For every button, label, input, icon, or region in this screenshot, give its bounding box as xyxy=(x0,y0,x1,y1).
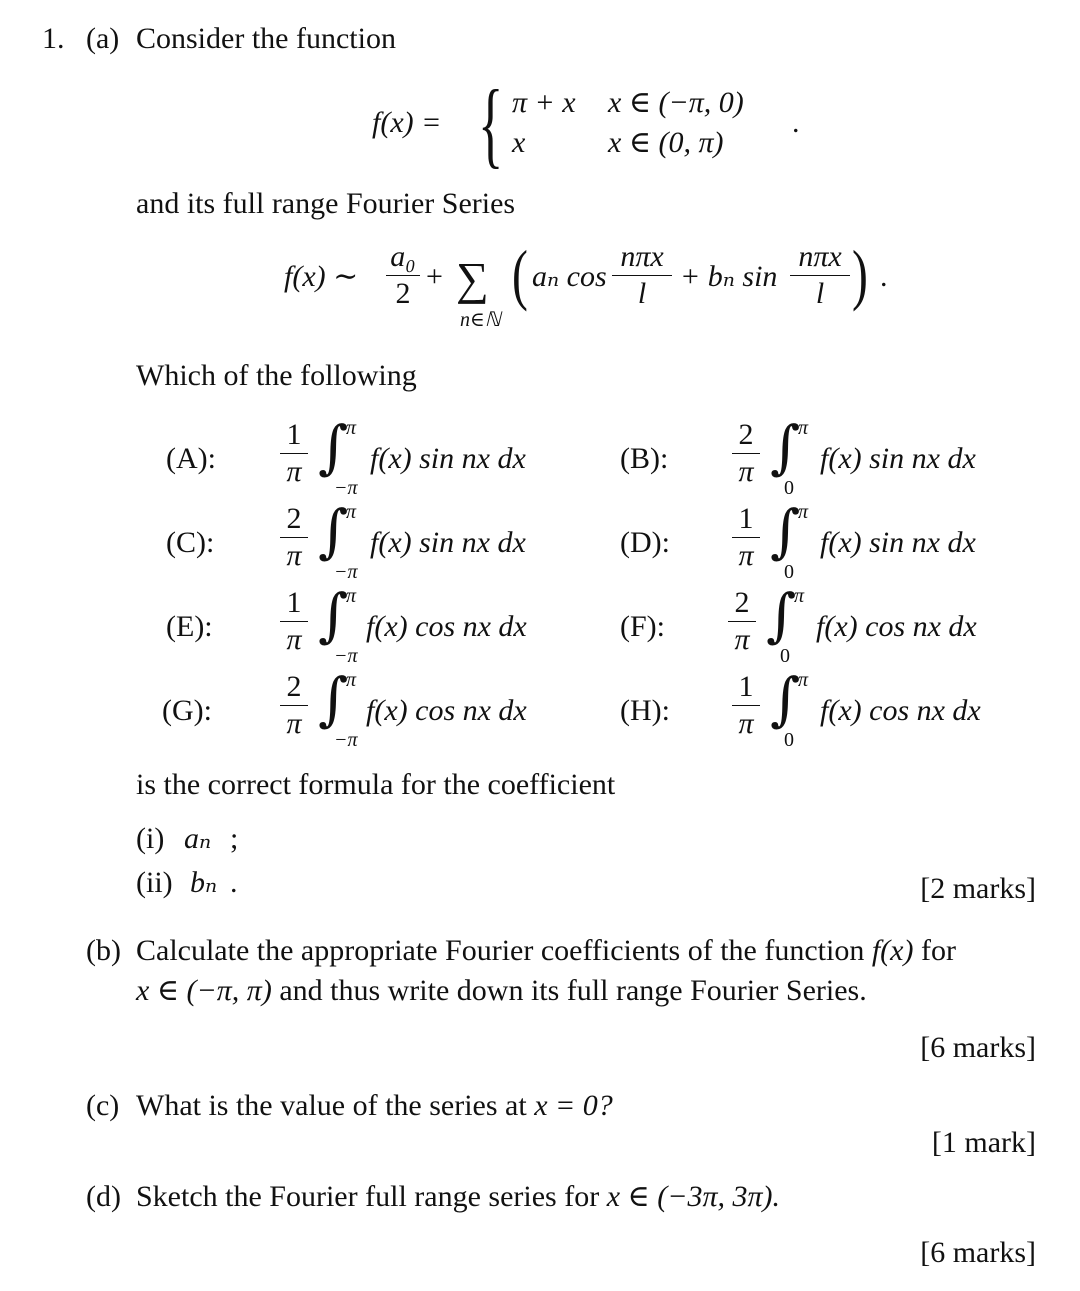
option-g-integral-icon: ∫ xyxy=(318,665,349,733)
series-lhs: f(x) ∼ xyxy=(284,260,359,293)
option-f-coef-num: 2 xyxy=(734,586,750,619)
option-h-coef xyxy=(732,672,760,739)
part-b-label: (b) xyxy=(86,934,121,967)
option-c-upper: π xyxy=(346,501,357,523)
sub-ii-var: bₙ xyxy=(190,866,218,899)
case1-expr: π + x xyxy=(512,86,576,119)
option-d-coef-den: π xyxy=(738,539,754,572)
option-g-coef-den: π xyxy=(286,707,302,740)
option-c-label: (C): xyxy=(166,526,215,559)
part-d-label: (d) xyxy=(86,1180,121,1213)
option-e-coef-den: π xyxy=(286,623,302,656)
option-c-coef-num: 2 xyxy=(286,502,302,535)
sub-ii-label: (ii) xyxy=(136,866,173,899)
option-b-integrand: f(x) sin nx dx xyxy=(820,442,976,475)
option-c-coef-den: π xyxy=(286,539,302,572)
correct-formula-text: is the correct formula for the coefficient xyxy=(136,768,616,801)
right-paren: ) xyxy=(852,236,868,312)
part-b-line1-text: Calculate the appropriate Fourier coefficients of the function xyxy=(136,934,865,967)
option-g-upper: π xyxy=(346,669,357,691)
part-c-line xyxy=(136,1091,613,1121)
part-d-marks: [6 marks] xyxy=(920,1236,1036,1269)
series-intro: and its full range Fourier Series xyxy=(136,187,516,220)
sub-i-end: ; xyxy=(230,822,239,855)
left-paren: ( xyxy=(512,236,528,312)
option-a-upper: π xyxy=(346,417,357,439)
part-b-line2-text: and thus write down its full range Fourier Series. xyxy=(279,974,867,1007)
cos-argument xyxy=(612,242,672,309)
part-b-line1-for: for xyxy=(920,934,956,967)
sub-i-label: (i) xyxy=(136,822,165,855)
option-b-coef-num: 2 xyxy=(738,418,754,451)
which-text: Which of the following xyxy=(136,359,417,392)
option-e-coef xyxy=(280,588,308,655)
option-g-label: (G): xyxy=(162,694,212,727)
option-d-lower: 0 xyxy=(784,561,794,583)
option-a-coef xyxy=(280,420,308,487)
part-b-line2 xyxy=(136,976,867,1006)
option-a-coef-num: 1 xyxy=(286,418,302,451)
option-d-coef xyxy=(732,504,760,571)
an-cos: aₙ cos xyxy=(532,260,607,293)
option-b-coef xyxy=(732,420,760,487)
a0-fraction xyxy=(386,242,420,309)
sum-index: n∈ℕ xyxy=(460,309,501,331)
part-c-marks: [1 mark] xyxy=(931,1126,1036,1159)
part-b-line2-math: x ∈ (−π, π) xyxy=(136,974,272,1007)
option-f-lower: 0 xyxy=(780,645,790,667)
series-end: . xyxy=(880,260,888,293)
option-h-coef-num: 1 xyxy=(738,670,754,703)
part-c-label: (c) xyxy=(86,1089,120,1122)
option-b-upper: π xyxy=(798,417,809,439)
option-h-coef-den: π xyxy=(738,707,754,740)
option-a-coef-den: π xyxy=(286,455,302,488)
part-a-marks: [2 marks] xyxy=(920,872,1036,905)
option-h-integrand: f(x) cos nx dx xyxy=(820,694,981,727)
option-g-coef-num: 2 xyxy=(286,670,302,703)
option-h-upper: π xyxy=(798,669,809,691)
option-f-label: (F): xyxy=(620,610,665,643)
summation-sign: ∑ xyxy=(456,253,489,304)
a0-numerator: a₀ xyxy=(390,240,416,273)
option-a-integral-icon: ∫ xyxy=(318,413,349,481)
option-c-lower: −π xyxy=(334,561,358,583)
option-g-lower: −π xyxy=(334,729,358,751)
option-b-coef-den: π xyxy=(738,455,754,488)
part-c-math: x = 0? xyxy=(534,1089,613,1122)
option-a-label: (A): xyxy=(166,442,216,475)
option-h-label: (H): xyxy=(620,694,670,727)
option-c-integrand: f(x) sin nx dx xyxy=(370,526,526,559)
sub-i-var: aₙ xyxy=(184,822,212,855)
option-e-label: (E): xyxy=(166,610,213,643)
option-e-integrand: f(x) cos nx dx xyxy=(366,610,527,643)
series-plus: + xyxy=(426,260,443,293)
option-f-integral-icon: ∫ xyxy=(766,581,797,649)
sin-argument xyxy=(790,242,850,309)
option-f-upper: π xyxy=(794,585,805,607)
option-b-integral-icon: ∫ xyxy=(770,413,801,481)
part-a-intro: Consider the function xyxy=(136,22,396,55)
part-d-line xyxy=(136,1182,780,1212)
option-d-integrand: f(x) sin nx dx xyxy=(820,526,976,559)
option-e-upper: π xyxy=(346,585,357,607)
a0-denominator: 2 xyxy=(395,277,411,310)
sub-ii-end: . xyxy=(230,866,238,899)
option-c-integral-icon: ∫ xyxy=(318,497,349,565)
option-b-lower: 0 xyxy=(784,477,794,499)
cos-numerator: nπx xyxy=(620,240,664,273)
function-lhs: f(x) = xyxy=(372,106,442,139)
part-a-label: (a) xyxy=(86,22,120,55)
case2-domain: x ∈ (0, π) xyxy=(608,126,724,159)
option-a-integrand: f(x) sin nx dx xyxy=(370,442,526,475)
part-b-line1-math: f(x) xyxy=(871,934,914,967)
sin-denominator: l xyxy=(815,277,825,310)
part-b-marks: [6 marks] xyxy=(920,1031,1036,1064)
option-f-coef-den: π xyxy=(734,623,750,656)
option-b-label: (B): xyxy=(620,442,669,475)
part-b-line1 xyxy=(136,936,956,966)
option-h-lower: 0 xyxy=(784,729,794,751)
option-g-integrand: f(x) cos nx dx xyxy=(366,694,527,727)
option-f-integrand: f(x) cos nx dx xyxy=(816,610,977,643)
case1-domain: x ∈ (−π, 0) xyxy=(608,86,744,119)
part-c-text: What is the value of the series at xyxy=(136,1089,527,1122)
option-g-coef xyxy=(280,672,308,739)
option-a-lower: −π xyxy=(334,477,358,499)
option-e-integral-icon: ∫ xyxy=(318,581,349,649)
option-e-lower: −π xyxy=(334,645,358,667)
option-d-upper: π xyxy=(798,501,809,523)
option-e-coef-num: 1 xyxy=(286,586,302,619)
option-f-coef xyxy=(728,588,756,655)
bn-sin: + bₙ sin xyxy=(680,260,778,293)
part-d-text: Sketch the Fourier full range series for xyxy=(136,1180,600,1213)
option-d-coef-num: 1 xyxy=(738,502,754,535)
option-d-label: (D): xyxy=(620,526,670,559)
option-c-coef xyxy=(280,504,308,571)
function-brace: { xyxy=(478,70,504,177)
option-h-integral-icon: ∫ xyxy=(770,665,801,733)
option-d-integral-icon: ∫ xyxy=(770,497,801,565)
question-number: 1. xyxy=(42,22,65,55)
case2-expr: x xyxy=(512,126,526,159)
cos-denominator: l xyxy=(637,277,647,310)
function-end: . xyxy=(792,106,800,139)
sin-numerator: nπx xyxy=(798,240,842,273)
part-d-math: x ∈ (−3π, 3π). xyxy=(606,1180,780,1213)
